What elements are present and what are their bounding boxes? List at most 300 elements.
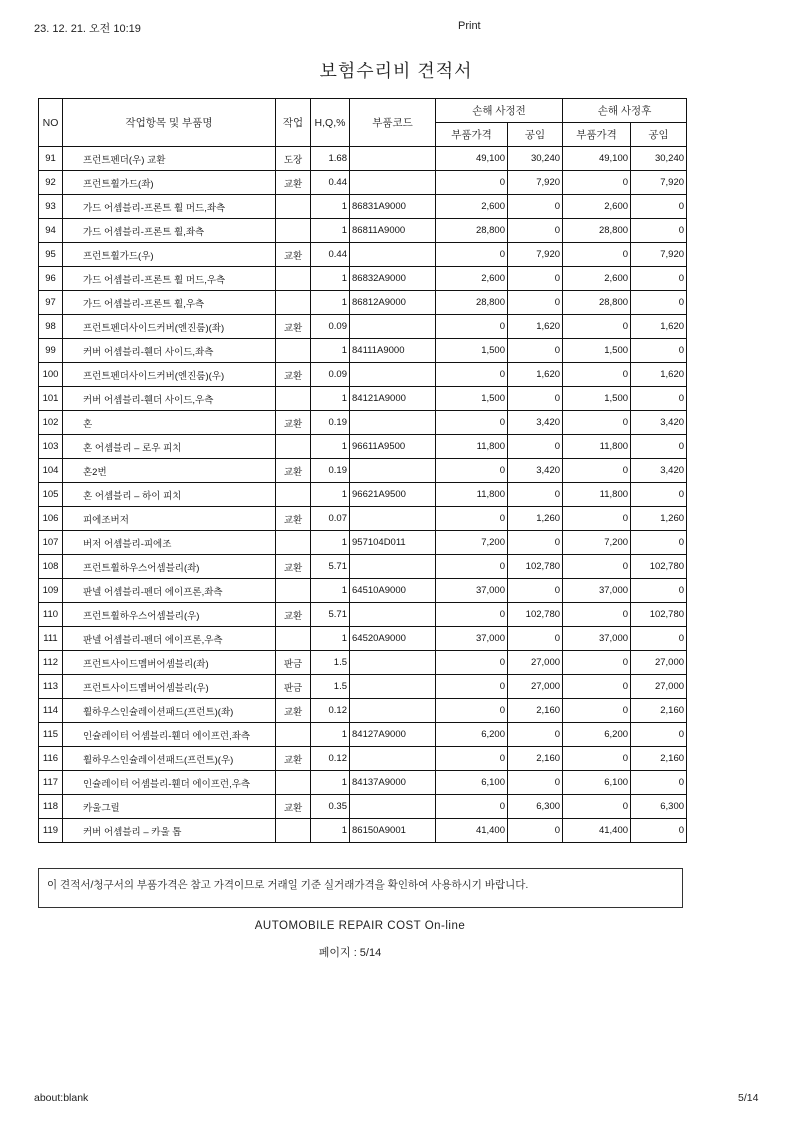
cell-labor-after: 102,780 xyxy=(631,603,687,627)
cell-item-name: 프런트휠하우스어셈블리(우) xyxy=(63,603,276,627)
cell-part-code xyxy=(350,603,436,627)
cell-labor-after: 0 xyxy=(631,219,687,243)
cell-item-name: 혼 어셈블리 – 로우 피치 xyxy=(63,435,276,459)
cell-labor-before: 0 xyxy=(508,819,563,843)
cell-labor-before: 27,000 xyxy=(508,651,563,675)
cell-part-code: 64520A9000 xyxy=(350,627,436,651)
cell-part-price-after: 0 xyxy=(563,747,631,771)
header-part-code: 부품코드 xyxy=(350,99,436,147)
cell-work: 교환 xyxy=(276,411,311,435)
cell-no: 100 xyxy=(39,363,63,387)
cell-labor-before: 3,420 xyxy=(508,411,563,435)
cell-labor-before: 102,780 xyxy=(508,555,563,579)
cell-part-price-after: 0 xyxy=(563,171,631,195)
cell-labor-after: 0 xyxy=(631,387,687,411)
cell-part-price-before: 0 xyxy=(436,651,508,675)
cell-part-price-before: 0 xyxy=(436,795,508,819)
cell-no: 94 xyxy=(39,219,63,243)
cell-part-price-before: 0 xyxy=(436,603,508,627)
cell-work: 교환 xyxy=(276,507,311,531)
cell-item-name: 카울그릴 xyxy=(63,795,276,819)
header-before-adjustment: 손해 사정전 xyxy=(436,99,563,123)
cell-part-price-after: 28,800 xyxy=(563,291,631,315)
cell-item-name: 인슐레이터 어셈블리-휀더 에이프런,좌측 xyxy=(63,723,276,747)
table-row xyxy=(39,411,687,435)
cell-work xyxy=(276,531,311,555)
table-row xyxy=(39,723,687,747)
cell-part-code xyxy=(350,675,436,699)
cell-item-name: 프런트휠가드(좌) xyxy=(63,171,276,195)
cell-work xyxy=(276,579,311,603)
cell-no: 105 xyxy=(39,483,63,507)
cell-part-code: 86832A9000 xyxy=(350,267,436,291)
cell-part-price-after: 2,600 xyxy=(563,267,631,291)
cell-no: 116 xyxy=(39,747,63,771)
cell-labor-after: 0 xyxy=(631,267,687,291)
cell-part-price-after: 28,800 xyxy=(563,219,631,243)
table-row xyxy=(39,219,687,243)
cell-part-code xyxy=(350,699,436,723)
cell-hq: 0.19 xyxy=(311,411,350,435)
cell-no: 98 xyxy=(39,315,63,339)
cell-no: 97 xyxy=(39,291,63,315)
cell-labor-before: 7,920 xyxy=(508,243,563,267)
cell-hq: 1 xyxy=(311,531,350,555)
cell-work: 교환 xyxy=(276,459,311,483)
cell-item-name: 판넬 어셈블리-펜더 에이프론,좌측 xyxy=(63,579,276,603)
cell-item-name: 혼 xyxy=(63,411,276,435)
cell-work: 판금 xyxy=(276,651,311,675)
cell-item-name: 커버 어셈블리-휀더 사이드,우측 xyxy=(63,387,276,411)
cell-no: 101 xyxy=(39,387,63,411)
cell-work: 교환 xyxy=(276,699,311,723)
cell-part-price-before: 0 xyxy=(436,675,508,699)
table-row xyxy=(39,147,687,171)
cell-part-price-before: 1,500 xyxy=(436,387,508,411)
cell-part-code xyxy=(350,747,436,771)
header-labor-before: 공임 xyxy=(508,123,563,147)
cell-part-price-before: 2,600 xyxy=(436,195,508,219)
cell-labor-before: 30,240 xyxy=(508,147,563,171)
cell-part-price-before: 0 xyxy=(436,411,508,435)
cell-item-name: 프런트펜더사이드커버(엔진룸)(좌) xyxy=(63,315,276,339)
cell-part-price-after: 0 xyxy=(563,363,631,387)
cell-item-name: 프런트사이드멤버어셈블리(좌) xyxy=(63,651,276,675)
cell-no: 117 xyxy=(39,771,63,795)
cell-work xyxy=(276,195,311,219)
cell-labor-before: 0 xyxy=(508,291,563,315)
table-row xyxy=(39,171,687,195)
cell-part-price-before: 37,000 xyxy=(436,579,508,603)
cell-no: 93 xyxy=(39,195,63,219)
cell-part-code xyxy=(350,795,436,819)
cell-part-code xyxy=(350,507,436,531)
cell-item-name: 휠하우스인슐레이션패드(프런트)(우) xyxy=(63,747,276,771)
cell-labor-after: 7,920 xyxy=(631,171,687,195)
cell-labor-after: 3,420 xyxy=(631,459,687,483)
cell-work: 교환 xyxy=(276,795,311,819)
cell-labor-after: 6,300 xyxy=(631,795,687,819)
cell-part-price-before: 6,100 xyxy=(436,771,508,795)
cell-item-name: 가드 어셈블리-프론트 휠,우측 xyxy=(63,291,276,315)
cell-part-code xyxy=(350,147,436,171)
cell-item-name: 프런트펜더(우) 교환 xyxy=(63,147,276,171)
cell-part-price-before: 2,600 xyxy=(436,267,508,291)
cell-labor-before: 1,620 xyxy=(508,363,563,387)
cell-hq: 0.44 xyxy=(311,171,350,195)
cell-no: 106 xyxy=(39,507,63,531)
cell-part-code xyxy=(350,459,436,483)
cell-labor-after: 27,000 xyxy=(631,651,687,675)
cell-no: 119 xyxy=(39,819,63,843)
cell-hq: 1 xyxy=(311,819,350,843)
cell-no: 109 xyxy=(39,579,63,603)
cell-labor-before: 3,420 xyxy=(508,459,563,483)
cell-part-code: 84121A9000 xyxy=(350,387,436,411)
cell-hq: 1 xyxy=(311,435,350,459)
cell-labor-after: 7,920 xyxy=(631,243,687,267)
header-hq: H,Q,% xyxy=(311,99,350,147)
cell-item-name: 혼2번 xyxy=(63,459,276,483)
table-row xyxy=(39,339,687,363)
cell-labor-before: 102,780 xyxy=(508,603,563,627)
cell-part-code: 86812A9000 xyxy=(350,291,436,315)
cell-hq: 1 xyxy=(311,771,350,795)
cell-work: 교환 xyxy=(276,747,311,771)
cell-part-price-before: 7,200 xyxy=(436,531,508,555)
cell-part-code: 96611A9500 xyxy=(350,435,436,459)
table-row xyxy=(39,483,687,507)
table-row xyxy=(39,315,687,339)
table-row xyxy=(39,555,687,579)
cell-labor-after: 0 xyxy=(631,723,687,747)
cell-labor-after: 0 xyxy=(631,819,687,843)
cell-part-code xyxy=(350,363,436,387)
cell-labor-after: 0 xyxy=(631,531,687,555)
cell-part-code xyxy=(350,243,436,267)
cell-labor-before: 0 xyxy=(508,435,563,459)
table-row xyxy=(39,507,687,531)
cell-no: 111 xyxy=(39,627,63,651)
cell-part-price-after: 0 xyxy=(563,243,631,267)
cell-hq: 1 xyxy=(311,627,350,651)
cell-work xyxy=(276,339,311,363)
cell-part-price-before: 0 xyxy=(436,315,508,339)
cell-part-code: 84127A9000 xyxy=(350,723,436,747)
cell-work: 도장 xyxy=(276,147,311,171)
cell-labor-after: 1,620 xyxy=(631,363,687,387)
print-page-counter: 5/14 xyxy=(738,1092,759,1104)
cell-part-price-before: 49,100 xyxy=(436,147,508,171)
cell-hq: 1.5 xyxy=(311,651,350,675)
print-page-title: Print xyxy=(458,20,481,32)
cell-labor-after: 0 xyxy=(631,339,687,363)
cell-work xyxy=(276,483,311,507)
cell-part-price-before: 0 xyxy=(436,555,508,579)
cell-part-price-before: 11,800 xyxy=(436,435,508,459)
cell-no: 96 xyxy=(39,267,63,291)
cell-hq: 0.12 xyxy=(311,747,350,771)
cell-labor-before: 0 xyxy=(508,219,563,243)
cell-work xyxy=(276,291,311,315)
table-row xyxy=(39,771,687,795)
cell-labor-after: 0 xyxy=(631,483,687,507)
cell-no: 95 xyxy=(39,243,63,267)
table-row xyxy=(39,243,687,267)
cell-part-price-before: 0 xyxy=(436,459,508,483)
table-row xyxy=(39,195,687,219)
cell-work: 교환 xyxy=(276,171,311,195)
cell-part-code: 86831A9000 xyxy=(350,195,436,219)
cell-part-price-after: 49,100 xyxy=(563,147,631,171)
cell-labor-before: 0 xyxy=(508,195,563,219)
cell-part-price-after: 1,500 xyxy=(563,339,631,363)
cell-part-price-after: 2,600 xyxy=(563,195,631,219)
cell-item-name: 판넬 어셈블리-펜더 에이프론,우측 xyxy=(63,627,276,651)
cell-labor-before: 0 xyxy=(508,267,563,291)
cell-item-name: 프런트사이드멤버어셈블리(우) xyxy=(63,675,276,699)
cell-hq: 0.09 xyxy=(311,363,350,387)
cell-labor-after: 1,260 xyxy=(631,507,687,531)
cell-work: 교환 xyxy=(276,603,311,627)
cell-no: 118 xyxy=(39,795,63,819)
cell-part-code: 957104D011 xyxy=(350,531,436,555)
cell-part-price-after: 0 xyxy=(563,507,631,531)
cell-part-price-before: 41,400 xyxy=(436,819,508,843)
cell-labor-before: 0 xyxy=(508,483,563,507)
cell-hq: 1 xyxy=(311,219,350,243)
table-row xyxy=(39,675,687,699)
cell-no: 103 xyxy=(39,435,63,459)
cell-item-name: 프런트휠하우스어셈블리(좌) xyxy=(63,555,276,579)
cell-part-price-after: 6,100 xyxy=(563,771,631,795)
cell-part-price-after: 0 xyxy=(563,795,631,819)
cell-work xyxy=(276,723,311,747)
cell-hq: 5.71 xyxy=(311,555,350,579)
cell-labor-after: 27,000 xyxy=(631,675,687,699)
cell-item-name: 커버 어셈블리 – 카울 톱 xyxy=(63,819,276,843)
header-part-price-after: 부품가격 xyxy=(563,123,631,147)
cell-labor-before: 0 xyxy=(508,579,563,603)
cell-labor-before: 2,160 xyxy=(508,747,563,771)
cell-labor-before: 7,920 xyxy=(508,171,563,195)
cell-no: 115 xyxy=(39,723,63,747)
cell-part-code xyxy=(350,171,436,195)
cell-item-name: 피에조버저 xyxy=(63,507,276,531)
header-part-price-before: 부품가격 xyxy=(436,123,508,147)
cell-part-price-after: 0 xyxy=(563,675,631,699)
print-url: about:blank xyxy=(34,1092,89,1104)
price-notice: 이 견적서/청구서의 부품가격은 참고 가격이므로 거래일 기준 실거래가격을 확인하여 사용하시기 바랍니다. xyxy=(38,868,683,908)
cell-part-price-after: 41,400 xyxy=(563,819,631,843)
cell-part-price-before: 0 xyxy=(436,171,508,195)
cell-part-code: 84111A9000 xyxy=(350,339,436,363)
table-row xyxy=(39,699,687,723)
table-row xyxy=(39,627,687,651)
table-row xyxy=(39,579,687,603)
cell-part-price-after: 0 xyxy=(563,411,631,435)
cell-hq: 1 xyxy=(311,579,350,603)
cell-part-code: 84137A9000 xyxy=(350,771,436,795)
cell-work xyxy=(276,627,311,651)
cell-hq: 0.07 xyxy=(311,507,350,531)
cell-no: 112 xyxy=(39,651,63,675)
cell-work: 교환 xyxy=(276,555,311,579)
table-row xyxy=(39,603,687,627)
cell-part-price-after: 37,000 xyxy=(563,627,631,651)
cell-part-price-after: 37,000 xyxy=(563,579,631,603)
cell-labor-before: 0 xyxy=(508,531,563,555)
header-labor-after: 공임 xyxy=(631,123,687,147)
cell-labor-before: 1,260 xyxy=(508,507,563,531)
header-item-name: 작업항목 및 부품명 xyxy=(63,99,276,147)
cell-labor-after: 30,240 xyxy=(631,147,687,171)
cell-labor-after: 0 xyxy=(631,579,687,603)
cell-part-price-after: 11,800 xyxy=(563,483,631,507)
table-row xyxy=(39,363,687,387)
footer-page-number: 페이지 : 5/14 xyxy=(318,947,382,959)
cell-hq: 1 xyxy=(311,483,350,507)
cell-hq: 1 xyxy=(311,267,350,291)
cell-part-price-after: 0 xyxy=(563,315,631,339)
cell-no: 108 xyxy=(39,555,63,579)
table-row xyxy=(39,387,687,411)
cell-labor-after: 0 xyxy=(631,291,687,315)
cell-hq: 1 xyxy=(311,291,350,315)
cell-item-name: 커버 어셈블리-휀더 사이드,좌측 xyxy=(63,339,276,363)
table-row xyxy=(39,267,687,291)
cell-labor-before: 0 xyxy=(508,627,563,651)
header-no: NO xyxy=(39,99,63,147)
cell-part-code xyxy=(350,411,436,435)
cell-work: 교환 xyxy=(276,363,311,387)
cell-part-price-before: 1,500 xyxy=(436,339,508,363)
cell-item-name: 가드 어셈블리-프론트 휠,좌측 xyxy=(63,219,276,243)
document-title: 보험수리비 견적서 xyxy=(319,61,473,81)
cell-part-price-after: 11,800 xyxy=(563,435,631,459)
cell-work: 교환 xyxy=(276,315,311,339)
table-row xyxy=(39,435,687,459)
cell-labor-after: 102,780 xyxy=(631,555,687,579)
footer-brand: AUTOMOBILE REPAIR COST On-line xyxy=(254,920,466,932)
cell-hq: 0.44 xyxy=(311,243,350,267)
cell-work xyxy=(276,219,311,243)
cell-labor-after: 0 xyxy=(631,627,687,651)
cell-no: 92 xyxy=(39,171,63,195)
cell-labor-before: 27,000 xyxy=(508,675,563,699)
cell-work: 교환 xyxy=(276,243,311,267)
cell-item-name: 휠하우스인슐레이션패드(프런트)(좌) xyxy=(63,699,276,723)
cell-labor-after: 2,160 xyxy=(631,747,687,771)
cell-labor-before: 0 xyxy=(508,387,563,411)
cell-part-price-before: 28,800 xyxy=(436,291,508,315)
cell-hq: 1 xyxy=(311,723,350,747)
table-row xyxy=(39,531,687,555)
cell-hq: 0.19 xyxy=(311,459,350,483)
cell-hq: 1.68 xyxy=(311,147,350,171)
cell-item-name: 인슐레이터 어셈블리-휀더 에이프런,우측 xyxy=(63,771,276,795)
cell-labor-after: 1,620 xyxy=(631,315,687,339)
cell-part-price-after: 0 xyxy=(563,651,631,675)
cell-no: 91 xyxy=(39,147,63,171)
cell-part-code: 64510A9000 xyxy=(350,579,436,603)
cell-part-price-after: 0 xyxy=(563,459,631,483)
cell-labor-after: 3,420 xyxy=(631,411,687,435)
table-row xyxy=(39,819,687,843)
cell-part-price-after: 7,200 xyxy=(563,531,631,555)
table-body xyxy=(39,147,687,843)
table-row xyxy=(39,747,687,771)
cell-part-price-after: 0 xyxy=(563,603,631,627)
cell-part-price-before: 0 xyxy=(436,747,508,771)
cell-part-price-after: 1,500 xyxy=(563,387,631,411)
cell-work: 판금 xyxy=(276,675,311,699)
table-row xyxy=(39,459,687,483)
cell-item-name: 가드 어셈블리-프론트 휠 머드,좌측 xyxy=(63,195,276,219)
header-after-adjustment: 손해 사정후 xyxy=(563,99,687,123)
cell-part-price-before: 28,800 xyxy=(436,219,508,243)
cell-work xyxy=(276,387,311,411)
cell-item-name: 프런트펜더사이드커버(엔진룸)(우) xyxy=(63,363,276,387)
cell-part-code: 86150A9001 xyxy=(350,819,436,843)
cell-item-name: 버저 어셈블리-피에조 xyxy=(63,531,276,555)
cell-labor-before: 0 xyxy=(508,339,563,363)
cell-part-code: 86811A9000 xyxy=(350,219,436,243)
cell-part-code xyxy=(350,315,436,339)
cell-labor-after: 2,160 xyxy=(631,699,687,723)
table-row xyxy=(39,291,687,315)
cell-hq: 0.09 xyxy=(311,315,350,339)
cell-hq: 1.5 xyxy=(311,675,350,699)
table-row xyxy=(39,795,687,819)
cell-part-price-before: 0 xyxy=(436,243,508,267)
cell-labor-before: 0 xyxy=(508,771,563,795)
cell-item-name: 혼 어셈블리 – 하이 피치 xyxy=(63,483,276,507)
cell-part-code xyxy=(350,651,436,675)
cell-no: 107 xyxy=(39,531,63,555)
cell-part-price-after: 0 xyxy=(563,699,631,723)
cell-part-price-after: 0 xyxy=(563,555,631,579)
cell-hq: 0.12 xyxy=(311,699,350,723)
cell-labor-after: 0 xyxy=(631,771,687,795)
cell-hq: 1 xyxy=(311,387,350,411)
cell-hq: 1 xyxy=(311,339,350,363)
cell-part-price-before: 37,000 xyxy=(436,627,508,651)
print-datetime: 23. 12. 21. 오전 10:19 xyxy=(34,23,141,35)
cell-labor-before: 2,160 xyxy=(508,699,563,723)
cell-work xyxy=(276,819,311,843)
estimate-table xyxy=(38,98,687,843)
cell-labor-before: 1,620 xyxy=(508,315,563,339)
cell-part-price-before: 0 xyxy=(436,507,508,531)
cell-part-price-before: 0 xyxy=(436,363,508,387)
cell-item-name: 가드 어셈블리-프론트 휠 머드,우측 xyxy=(63,267,276,291)
cell-work xyxy=(276,435,311,459)
cell-no: 104 xyxy=(39,459,63,483)
cell-work xyxy=(276,267,311,291)
cell-labor-before: 6,300 xyxy=(508,795,563,819)
cell-part-price-before: 0 xyxy=(436,699,508,723)
cell-no: 99 xyxy=(39,339,63,363)
cell-hq: 5.71 xyxy=(311,603,350,627)
table-header xyxy=(39,99,687,147)
cell-item-name: 프런트휠가드(우) xyxy=(63,243,276,267)
cell-part-price-before: 11,800 xyxy=(436,483,508,507)
cell-labor-before: 0 xyxy=(508,723,563,747)
cell-no: 110 xyxy=(39,603,63,627)
cell-no: 113 xyxy=(39,675,63,699)
cell-part-price-after: 6,200 xyxy=(563,723,631,747)
